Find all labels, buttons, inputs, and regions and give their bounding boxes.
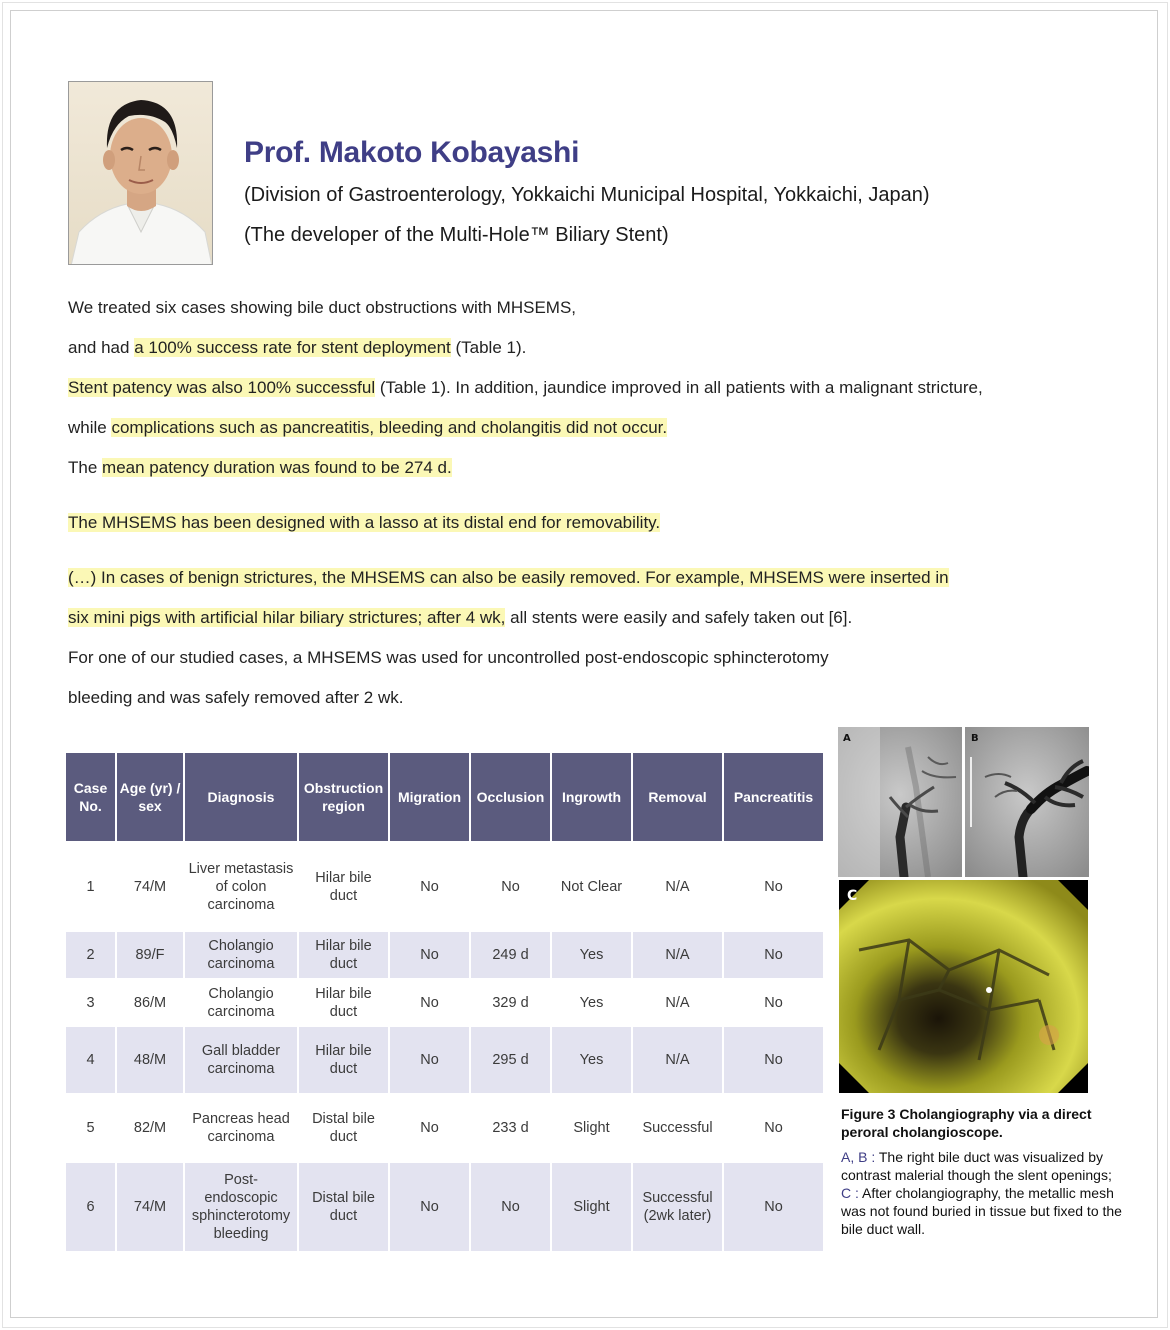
table-cell: 86/M bbox=[116, 978, 184, 1027]
table-row bbox=[66, 1163, 824, 1251]
caption-label-ab: A, B : bbox=[841, 1149, 876, 1165]
image-label-c: C bbox=[847, 888, 858, 904]
highlight-complications: complications such as pancreatitis, bleeding and cholangitis did not occur. bbox=[111, 418, 668, 437]
col-header-occlusion: Occlusion bbox=[470, 753, 551, 841]
table-cell: 2 bbox=[66, 932, 116, 978]
caption-text-ab: The right bile duct was visualized by contrast malerial though the slent openings; bbox=[841, 1149, 1112, 1183]
table-cell: Yes bbox=[551, 1027, 632, 1093]
author-affiliation: (Division of Gastroenterology, Yokkaichi Municipal Hospital, Yokkaichi, Japan) bbox=[244, 184, 930, 206]
col-header-age-sex: Age (yr) / sex bbox=[116, 753, 184, 841]
table-cell: No bbox=[470, 841, 551, 932]
caption-label-c: C : bbox=[841, 1185, 859, 1201]
table-cell: 1 bbox=[66, 841, 116, 932]
author-role: (The developer of the Multi-Hole™ Biliary Stent) bbox=[244, 224, 669, 246]
col-header-case-no: Case No. bbox=[66, 753, 116, 841]
highlight-lasso: The MHSEMS has been designed with a lasso at its distal end for removability. bbox=[68, 513, 661, 532]
table-cell: Yes bbox=[551, 978, 632, 1027]
table-cell: 5 bbox=[66, 1093, 116, 1163]
table-cell: 329 d bbox=[470, 978, 551, 1027]
table-cell: 48/M bbox=[116, 1027, 184, 1093]
table-row bbox=[66, 1093, 824, 1163]
table-cell: No bbox=[723, 1163, 824, 1251]
table-cell: 295 d bbox=[470, 1027, 551, 1093]
body-line-9: For one of our studied cases, a MHSEMS was used for uncontrolled post-endoscopic sphincterotomy bbox=[68, 648, 829, 667]
cholangioscopy-image-c bbox=[839, 880, 1088, 1093]
table-cell: Cholangio carcinoma bbox=[184, 978, 298, 1027]
table-cell: No bbox=[389, 978, 470, 1027]
table-cell: N/A bbox=[632, 932, 723, 978]
table-cell: No bbox=[470, 1163, 551, 1251]
table-cell: Post-endoscopic sphincterotomy bleeding bbox=[184, 1163, 298, 1251]
table-cell: No bbox=[389, 1027, 470, 1093]
table-cell: Not Clear bbox=[551, 841, 632, 932]
table-cell: 74/M bbox=[116, 841, 184, 932]
table-row bbox=[66, 932, 824, 978]
image-label-a: A bbox=[843, 733, 851, 744]
highlight-mini-pigs: six mini pigs with artificial hilar biliary strictures; after 4 wk, bbox=[68, 608, 506, 627]
body-line-6 bbox=[68, 513, 660, 533]
table-cell: Pancreas head carcinoma bbox=[184, 1093, 298, 1163]
table-cell: Hilar bile duct bbox=[298, 1027, 389, 1093]
table-cell: Cholangio carcinoma bbox=[184, 932, 298, 978]
table-cell: 233 d bbox=[470, 1093, 551, 1163]
table-cell: 4 bbox=[66, 1027, 116, 1093]
table-cell: Successful bbox=[632, 1093, 723, 1163]
col-header-pancreatitis: Pancreatitis bbox=[723, 753, 824, 841]
table-row bbox=[66, 841, 824, 932]
image-label-b: B bbox=[971, 733, 979, 744]
table-cell: No bbox=[723, 841, 824, 932]
author-portrait bbox=[68, 81, 213, 265]
table-cell: Distal bile duct bbox=[298, 1163, 389, 1251]
col-header-ingrowth: Ingrowth bbox=[551, 753, 632, 841]
table-cell: No bbox=[723, 1093, 824, 1163]
author-name: Prof. Makoto Kobayashi bbox=[244, 136, 580, 169]
table-cell: Hilar bile duct bbox=[298, 841, 389, 932]
body-line-3: Stent patency was also 100% successful (Table 1). In addition, jaundice improved in all patients with a malignant stricture, bbox=[68, 378, 983, 397]
table-cell: No bbox=[723, 1027, 824, 1093]
body-line-10: bleeding and was safely removed after 2 wk. bbox=[68, 688, 404, 707]
table-cell: Successful (2wk later) bbox=[632, 1163, 723, 1251]
highlight-mean-patency: mean patency duration was found to be 274 d. bbox=[102, 458, 452, 477]
col-header-migration: Migration bbox=[389, 753, 470, 841]
table-cell: No bbox=[389, 932, 470, 978]
table-cell: N/A bbox=[632, 841, 723, 932]
table-row bbox=[66, 1027, 824, 1093]
figure-title: Figure 3 Cholangiography via a direct peroral cholangioscope. bbox=[841, 1106, 1092, 1140]
table-cell: Hilar bile duct bbox=[298, 978, 389, 1027]
cholangiography-image-b bbox=[965, 727, 1089, 877]
table-cell: No bbox=[723, 978, 824, 1027]
figure-caption bbox=[841, 1148, 1141, 1238]
highlight-benign-strictures: (…) In cases of benign strictures, the MHSEMS can also be easily removed. For example, MHSEMS were inserted in bbox=[68, 568, 949, 587]
table-cell: N/A bbox=[632, 1027, 723, 1093]
body-line-1: We treated six cases showing bile duct obstructions with MHSEMS, bbox=[68, 298, 577, 317]
cholangiography-image-a bbox=[838, 727, 962, 877]
body-line-7 bbox=[68, 568, 949, 588]
table-cell: Slight bbox=[551, 1093, 632, 1163]
table-cell: Distal bile duct bbox=[298, 1093, 389, 1163]
table-cell: 249 d bbox=[470, 932, 551, 978]
col-header-removal: Removal bbox=[632, 753, 723, 841]
table-cell: 89/F bbox=[116, 932, 184, 978]
body-line-8: six mini pigs with artificial hilar biliary strictures; after 4 wk, all stents were easily and safely taken out [6]. bbox=[68, 608, 853, 627]
caption-text-c: After cholangiography, the metallic mesh was not found buried in tissue but fixed to the bile duct wall. bbox=[841, 1185, 1122, 1237]
body-line-5: The mean patency duration was found to be 274 d. bbox=[68, 458, 452, 477]
table-cell: N/A bbox=[632, 978, 723, 1027]
table-cell: No bbox=[389, 1093, 470, 1163]
table-cell: Liver metastasis of colon carcinoma bbox=[184, 841, 298, 932]
table-header-row bbox=[66, 753, 824, 841]
body-line-4: while complications such as pancreatitis, bleeding and cholangitis did not occur. bbox=[68, 418, 668, 437]
table-cell: Gall bladder carcinoma bbox=[184, 1027, 298, 1093]
table-cell: 6 bbox=[66, 1163, 116, 1251]
table-cell: Yes bbox=[551, 932, 632, 978]
col-header-diagnosis: Diagnosis bbox=[184, 753, 298, 841]
table-cell: No bbox=[389, 1163, 470, 1251]
table-cell: Hilar bile duct bbox=[298, 932, 389, 978]
highlight-patency: Stent patency was also 100% successful bbox=[68, 378, 376, 397]
col-header-obstruction-region: Obstruction region bbox=[298, 753, 389, 841]
table-cell: 3 bbox=[66, 978, 116, 1027]
table-cell: 82/M bbox=[116, 1093, 184, 1163]
table-cell: No bbox=[723, 932, 824, 978]
table-cell: Slight bbox=[551, 1163, 632, 1251]
highlight-success-rate: a 100% success rate for stent deployment bbox=[134, 338, 451, 357]
body-line-2: and had a 100% success rate for stent deployment (Table 1). bbox=[68, 338, 527, 357]
table-cell: 74/M bbox=[116, 1163, 184, 1251]
results-table bbox=[66, 753, 825, 1251]
table-row bbox=[66, 978, 824, 1027]
table-cell: No bbox=[389, 841, 470, 932]
